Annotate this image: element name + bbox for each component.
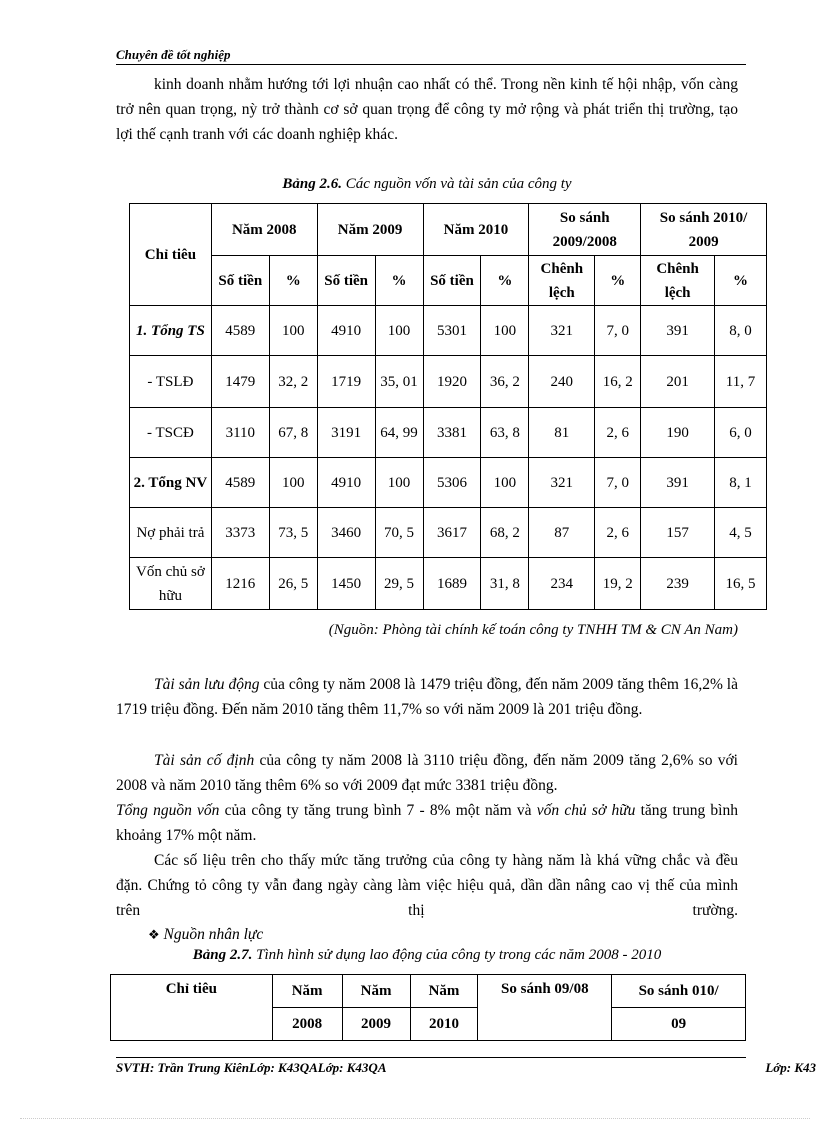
table-cell: 4589	[211, 458, 269, 508]
subheader-percent: %	[481, 256, 529, 306]
term-current-assets: Tài sản lưu động	[154, 676, 260, 693]
table-cell: 4910	[317, 306, 375, 356]
header-year: Năm	[342, 975, 410, 1008]
table-row	[130, 306, 767, 356]
table-cell: 240	[529, 356, 595, 408]
table-cell: 3460	[317, 508, 375, 558]
table-cell: 35, 01	[375, 356, 423, 408]
table-cell: 29, 5	[375, 558, 423, 610]
table-cell: 7, 0	[595, 306, 641, 356]
table-cell: 8, 0	[715, 306, 767, 356]
table-cell: 32, 2	[269, 356, 317, 408]
header-2008: Năm 2008	[211, 204, 317, 256]
header-year: Năm	[410, 975, 478, 1008]
table-cell: 3381	[423, 408, 481, 458]
table-cell: 31, 8	[481, 558, 529, 610]
paragraph-current-assets	[116, 672, 738, 722]
table1-caption	[116, 176, 738, 193]
table-cell: 4589	[211, 306, 269, 356]
table-cell: 3110	[211, 408, 269, 458]
row-label: 1. Tổng TS	[130, 306, 212, 356]
table-cell: 4910	[317, 458, 375, 508]
term-total-capital: Tổng nguồn vốn	[116, 802, 220, 819]
table-cell: 157	[641, 508, 715, 558]
paragraph-fixed-assets	[116, 748, 738, 798]
table-cell: 1920	[423, 356, 481, 408]
table-cell: 321	[529, 458, 595, 508]
row-label: Nợ phải trả	[130, 508, 212, 558]
table-cell: 8, 1	[715, 458, 767, 508]
table1-caption-label: Bảng 2.6.	[282, 176, 343, 192]
table-cell: 87	[529, 508, 595, 558]
table-cell: 190	[641, 408, 715, 458]
table-cell: 100	[481, 458, 529, 508]
labor-usage-table	[110, 974, 746, 1041]
page-header: Chuyên đề tốt nghiệp	[116, 47, 746, 65]
subheader-percent: %	[375, 256, 423, 306]
table-cell: 2, 6	[595, 408, 641, 458]
paragraph-total-capital	[116, 798, 738, 848]
subheader-difference: Chênh lệch	[529, 256, 595, 306]
table-cell: 100	[481, 306, 529, 356]
table-cell: 100	[375, 458, 423, 508]
table1-source: (Nguồn: Phòng tài chính kế toán công ty TNHH TM & CN An Nam)	[328, 622, 738, 638]
table-cell: 3191	[317, 408, 375, 458]
table-cell: 3373	[211, 508, 269, 558]
table-cell: 321	[529, 306, 595, 356]
table-cell: 67, 8	[269, 408, 317, 458]
header-2010: Năm 2010	[423, 204, 529, 256]
table-cell: 201	[641, 356, 715, 408]
subheader-percent: %	[715, 256, 767, 306]
table-cell: 64, 99	[375, 408, 423, 458]
intro-paragraph: kinh doanh nhằm hướng tới lợi nhuận cao nhất có thể. Trong nền kinh tế hội nhập, vốn càng trở nên quan trọng, nỳ trở thành cơ sở quan trọng để công ty mở rộng và phát triển thị trường, tạo lợi thế cạnh tranh với các doanh nghiệp khác.	[116, 76, 738, 143]
footer-divider	[116, 1057, 746, 1058]
table-cell: 100	[375, 306, 423, 356]
row-label: 2. Tổng NV	[130, 458, 212, 508]
table-cell: 234	[529, 558, 595, 610]
table-cell: 4, 5	[715, 508, 767, 558]
row-label: - TSCĐ	[130, 408, 212, 458]
table-cell: 239	[641, 558, 715, 610]
header-chi-tieu: Chỉ tiêu	[111, 975, 273, 1041]
term-equity: vốn chủ sở hữu	[536, 802, 636, 819]
row-label: Vốn chủ sở hữu	[130, 558, 212, 610]
header-compare-09-08: So sánh 2009/2008	[529, 204, 641, 256]
table-row	[130, 508, 767, 558]
paragraph-text: của công ty năm 2008 là 1479 triệu đồng, đến năm 2009 tăng thêm 16,2% là 1719 triệu đồng. Đến năm 2010 tăng thêm 11,7% so với năm 2009 là 201 triệu đồng.	[116, 676, 738, 718]
table-cell: 16, 2	[595, 356, 641, 408]
table2-caption-text: Tình hình sử dụng lao động của công ty trong các năm 2008 - 2010	[252, 947, 662, 963]
section-heading-human-resources	[148, 922, 708, 947]
paragraph-text: tăng trung bình khoảng 17% một năm.	[116, 802, 738, 844]
header-2009: Năm 2009	[317, 204, 423, 256]
header-year-2009: 2009	[342, 1008, 410, 1041]
header-compare-10-09: So sánh 2010/ 2009	[641, 204, 767, 256]
table-cell: 1719	[317, 356, 375, 408]
header-year-2008: 2008	[272, 1008, 342, 1041]
subheader-amount: Số tiền	[317, 256, 375, 306]
table1-caption-text: Các nguồn vốn và tài sản của công ty	[342, 176, 572, 192]
table-row	[130, 558, 767, 610]
page-edge-divider	[20, 1118, 810, 1119]
table-cell: 1479	[211, 356, 269, 408]
footer-class: Lớp: K43	[765, 1060, 816, 1075]
table-row	[130, 356, 767, 408]
table-cell: 391	[641, 458, 715, 508]
paragraph-text: của công ty năm 2008 là 3110 triệu đồng, đến năm 2009 tăng 2,6% so với 2008 và năm 2010 tăng thêm 6% so với 2009 đạt mức 3381 triệu đồng.	[116, 752, 738, 794]
table-cell: 6, 0	[715, 408, 767, 458]
header-year-2010: 2010	[410, 1008, 478, 1041]
table-cell: 3617	[423, 508, 481, 558]
table-cell: 1216	[211, 558, 269, 610]
term-fixed-assets: Tài sản cố định	[154, 752, 255, 769]
subheader-amount: Số tiền	[423, 256, 481, 306]
header-compare-09-08: So sánh 09/08	[478, 975, 612, 1041]
table2-caption-label: Bảng 2.7.	[192, 947, 253, 963]
table-cell: 100	[269, 458, 317, 508]
header-compare-10-09-sub: 09	[612, 1008, 746, 1041]
table-cell: 2, 6	[595, 508, 641, 558]
table-row	[130, 408, 767, 458]
table-cell: 70, 5	[375, 508, 423, 558]
paragraph-text: của công ty tăng trung bình 7 - 8% một năm và	[219, 802, 537, 819]
capital-assets-table	[129, 203, 767, 610]
subheader-percent: %	[595, 256, 641, 306]
table-cell: 100	[269, 306, 317, 356]
header-chi-tieu: Chỉ tiêu	[130, 204, 212, 306]
row-label: - TSLĐ	[130, 356, 212, 408]
table-cell: 81	[529, 408, 595, 458]
diamond-bullet-icon: ❖	[148, 927, 160, 942]
table-cell: 68, 2	[481, 508, 529, 558]
table-cell: 26, 5	[269, 558, 317, 610]
header-year: Năm	[272, 975, 342, 1008]
table-cell: 5301	[423, 306, 481, 356]
table-cell: 391	[641, 306, 715, 356]
page-footer	[116, 1060, 816, 1076]
paragraph-growth: Các số liệu trên cho thấy mức tăng trưởng của công ty hàng năm là khá vững chắc và đều đặn. Chứng tỏ công ty vẫn đang ngày càng làm việc hiệu quả, dần dần nâng cao vị thế của mình trên thị trường.	[116, 852, 738, 919]
table-cell: 36, 2	[481, 356, 529, 408]
subheader-difference: Chênh lệch	[641, 256, 715, 306]
table-row	[130, 458, 767, 508]
table-cell: 1450	[317, 558, 375, 610]
table-cell: 7, 0	[595, 458, 641, 508]
table-cell: 63, 8	[481, 408, 529, 458]
table-cell: 19, 2	[595, 558, 641, 610]
table-cell: 16, 5	[715, 558, 767, 610]
section-heading-text: Nguồn nhân lực	[163, 926, 264, 943]
table-cell: 11, 7	[715, 356, 767, 408]
subheader-percent: %	[269, 256, 317, 306]
table-cell: 1689	[423, 558, 481, 610]
header-compare-10-09: So sánh 010/	[612, 975, 746, 1008]
subheader-amount: Số tiền	[211, 256, 269, 306]
table-cell: 5306	[423, 458, 481, 508]
footer-student: SVTH: Trần Trung KiênLớp: K43QALớp: K43QA	[116, 1060, 387, 1075]
table2-caption	[116, 947, 738, 964]
table-cell: 73, 5	[269, 508, 317, 558]
